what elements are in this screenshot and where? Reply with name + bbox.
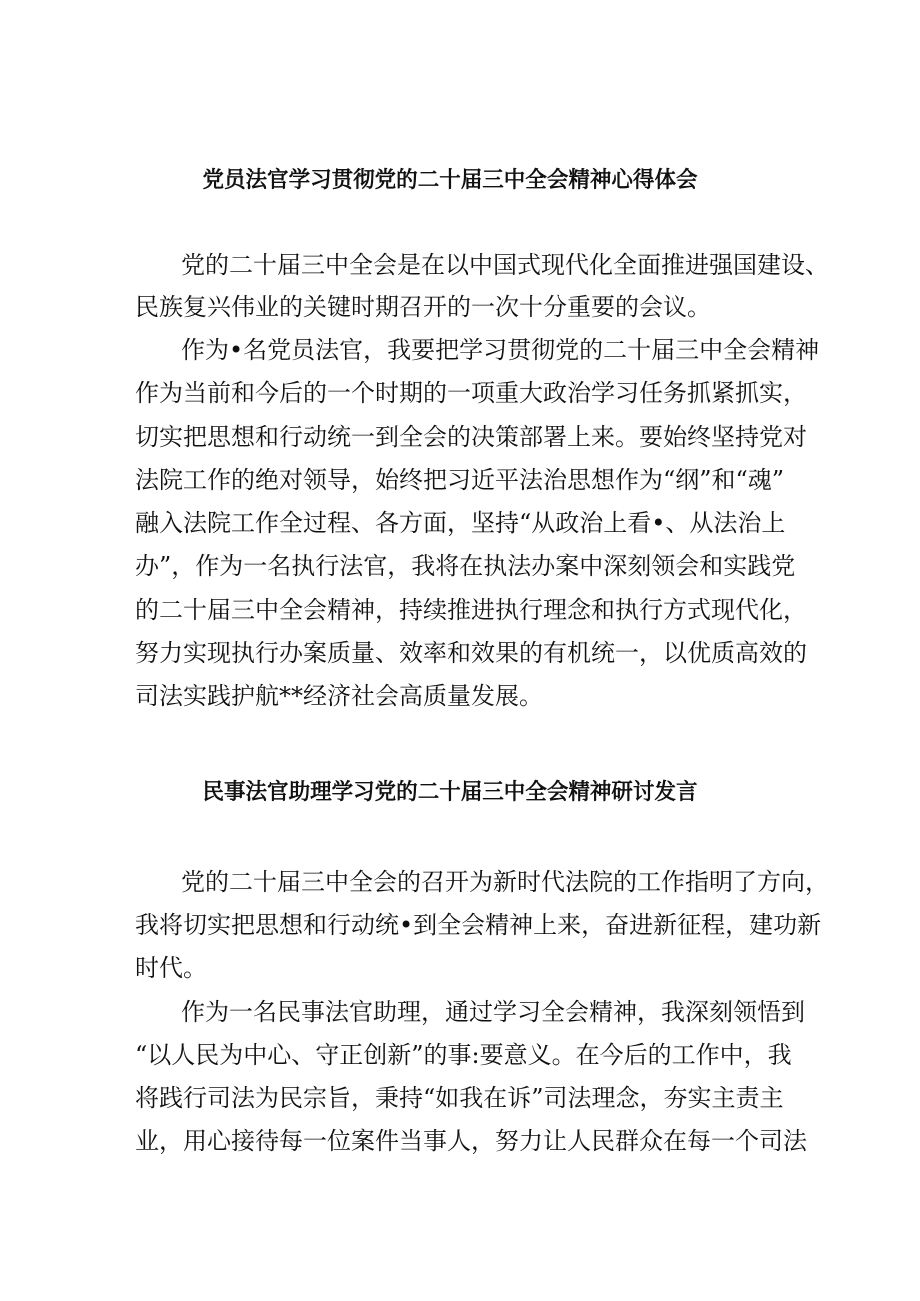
section-1-line-10: 努力实现执行办案质量、效率和效果的有机统一，以优质高效的 (135, 639, 807, 667)
section-1-line-2: 民族复兴伟业的关键时期召开的一次十分重要的会议。 (135, 293, 711, 321)
section-2-line-3: 时代。 (135, 954, 207, 982)
section-1-line-6: 法院工作的绝对领导，始终把习近平法治思想作为“纲”和“魂” (135, 466, 785, 494)
section-2-line-4: 作为一名民事法官助理，通过学习全会精神，我深刻领悟到 (181, 998, 805, 1026)
section-1-line-3: 作为•名党员法官，我要把学习贯彻党的二十届三中全会精神 (181, 336, 820, 364)
section-2-title: 民事法官助理学习党的二十届三中全会精神研讨发言 (202, 779, 698, 805)
section-1-line-4: 作为当前和今后的一个时期的一项重大政治学习任务抓紧抓实， (135, 379, 807, 407)
section-2-line-2: 我将切实把思想和行动统•到全会精神上来，奋进新征程，建功新 (135, 911, 822, 939)
section-1-line-1: 党的二十届三中全会是在以中国式现代化全面推进强国建设、 (181, 251, 829, 279)
section-2-line-6: 将践行司法为民宗旨，秉持“如我在诉”司法理念，夯实主责主 (135, 1084, 784, 1112)
section-1-line-8: 办”，作为一名执行法官，我将在执法办案中深刻领会和实践党 (135, 552, 796, 580)
section-1-line-9: 的二十届三中全会精神，持续推进执行理念和执行方式现代化， (135, 596, 807, 624)
section-1-line-11: 司法实践护航**经济社会高质量发展。 (135, 682, 543, 710)
section-2-line-1: 党的二十届三中全会的召开为新时代法院的工作指明了方向， (181, 868, 829, 896)
section-1-line-7: 融入法院工作全过程、各方面，坚持“从政治上看•、从法治上 (135, 509, 786, 537)
section-1-line-5: 切实把思想和行动统一到全会的决策部署上来。要始终坚持党对 (135, 423, 807, 451)
section-2-line-7: 业，用心接待每一位案件当事人，努力让人民群众在每一个司法 (135, 1127, 807, 1155)
section-2-line-5: “以人民为中心、守正创新”的事:要意义。在今后的工作中，我 (135, 1041, 792, 1069)
section-1-title: 党员法官学习贯彻党的二十届三中全会精神心得体会 (202, 167, 698, 193)
